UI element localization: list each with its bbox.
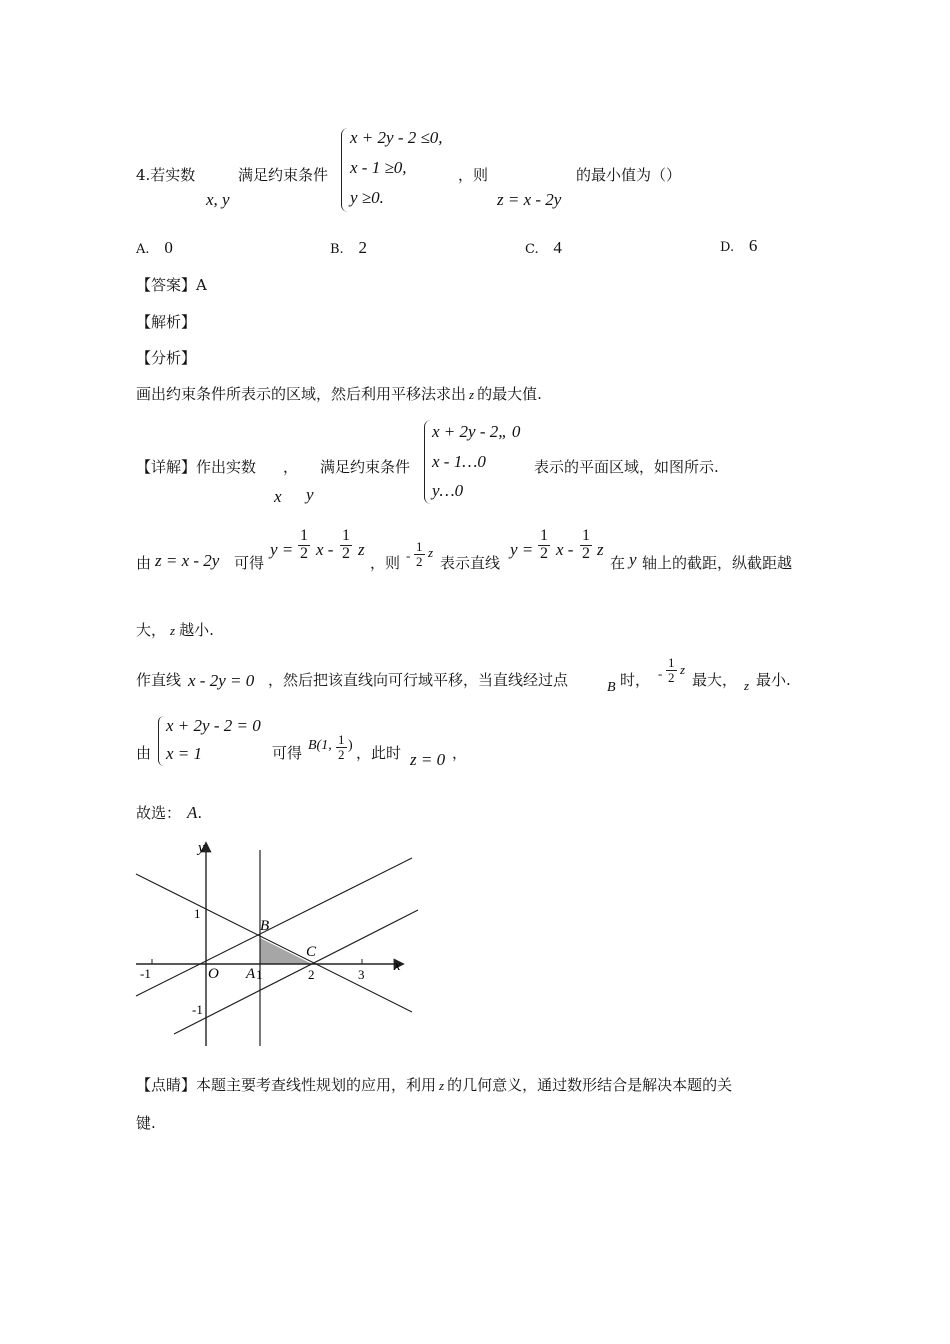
option-b-value: 2 [358,238,367,257]
frac-num: 1 [582,527,590,544]
axis-label-x: x [394,958,401,974]
constraint-brace [341,128,348,212]
line4-sys-2: x = 1 [166,744,203,763]
option-b[interactable] [330,238,367,258]
label-point-a: A [246,966,256,982]
jiexi-label: 【解析】 [136,313,197,331]
tick-label-x-2: 2 [308,967,315,982]
line4-end: ， [452,744,468,762]
dianjing-line1 [136,1074,732,1095]
detail-cond: 满足约束条件 [320,458,411,476]
fenxi-z: z [469,387,475,402]
question-ask: 的最小值为（） [576,166,682,184]
detail-constraint-2: x - 1…0 [432,452,486,471]
dianjing-line2: 键. [136,1114,156,1132]
question-condition-label: 满足约束条件 [238,166,329,184]
line3-b: ，然后把该直线向可行域平移，当直线经过点 [268,671,569,689]
line4-brace [158,716,164,766]
line4-you: 由 [136,744,152,762]
line1-frac-5 [580,528,592,563]
line1-y-eq2: y = [510,540,534,559]
frac-den: 2 [342,544,350,562]
line2 [136,619,214,640]
frac-den: 2 [416,553,423,569]
line3-minus: - [658,666,663,681]
label-point-b: B [260,918,270,934]
option-d[interactable] [720,236,757,256]
line4-pointB-pre: B(1, [308,738,332,753]
line3-a: 作直线 [136,671,182,689]
tick-label-x-neg1: -1 [140,966,151,981]
option-a[interactable] [136,238,173,258]
question-objective: z = x - 2y [497,190,562,209]
option-c-value: 4 [553,238,562,257]
label-point-c: C [306,944,317,960]
axis-label-y: y [198,840,205,856]
tick-label-y-1: 1 [194,906,201,921]
option-a-letter: A. [136,242,150,257]
frac-den: 2 [668,669,675,685]
tick-label-x-3: 3 [358,967,365,982]
frac-den: 2 [300,544,308,562]
detail-constraint-1: x + 2y - 2„ 0 [432,422,521,441]
fenxi-text-a: 画出约束条件所表示的区域，然后利用平移法求出 [136,385,467,403]
line1-minus: - [406,548,411,563]
frac-num: 1 [416,539,423,554]
fenxi-text-b: 的最大值. [477,385,542,403]
line1-eq: z = x - 2y [155,551,220,570]
frac-num: 1 [300,527,308,544]
option-b-letter: B. [330,242,344,257]
answer-label: 【答案】A [136,276,207,294]
line-objective-zero [136,858,412,996]
frac-num: 1 [338,732,345,747]
line4-zeq: z = 0 [410,750,446,769]
fenxi-label: 【分析】 [136,349,197,367]
option-a-value: 0 [164,238,173,257]
tick-label-x-1: 1 [256,967,263,982]
line3-B: B [607,680,616,695]
frac-den: 2 [540,544,548,562]
line1-x-minus: x - [316,540,334,559]
line1-frac-4 [538,528,550,563]
line1-biaoshi: 表示直线 [440,554,501,572]
dianjing-b: 的几何意义，通过数形结合是解决本题的关 [447,1076,733,1094]
line1-frac-1 [298,528,310,563]
constraint-2: x - 1 ≥0, [350,158,407,177]
line1-zai: 在 [610,554,626,572]
dianjing-z: z [439,1078,445,1093]
frac-den: 2 [582,544,590,562]
option-c-letter: C. [525,242,539,257]
line4-cishi: ，此时 [356,744,402,762]
detail-constraint-3: y…0 [432,481,464,500]
line3-e: 最小. [756,671,791,689]
line2-a: 大， [136,621,167,639]
frac-den: 2 [338,746,345,762]
dianjing-a: 【点睛】本题主要考查线性规划的应用，利用 [136,1076,437,1094]
fenxi-text [136,383,542,404]
option-d-letter: D. [720,240,735,255]
detail-tail: 表示的平面区域，如图所示. [534,458,719,476]
detail-x: x [274,487,282,506]
feasible-region [260,938,312,964]
line3-z2: z [744,678,750,693]
tick-label-y-neg1: -1 [192,1002,203,1017]
constraint-1: x + 2y - 2 ≤0, [350,128,443,147]
line3-z: z [680,662,686,677]
line4-frac [336,733,347,761]
question-then: ，则 [458,166,489,184]
question-prefix: 4.若实数 [136,166,196,184]
guxuan-a: 故选： [136,804,182,822]
line1-frac-2 [340,528,352,563]
label-origin: O [208,966,219,982]
line3-frac [666,656,677,684]
line1-ze: ，则 [370,554,401,572]
line1-z2: z [428,545,434,560]
line1-y-eq: y = [270,540,294,559]
line1-z3: z [597,540,604,559]
line4-kede: 可得 [272,744,303,762]
option-d-value: 6 [748,236,758,255]
detail-label: 【详解】作出实数 [136,458,257,476]
line2-b: 越小. [179,621,214,639]
line3-c: 时， [620,671,651,689]
line1-z: z [358,540,365,559]
line2-z: z [170,623,176,638]
frac-num: 1 [342,527,350,544]
option-c[interactable] [525,238,562,258]
line3-d: 最大， [692,671,738,689]
detail-comma: ， [283,458,299,476]
line1-frac-3 [414,540,425,568]
constraint-3: y ≥0. [350,188,384,207]
guxuan-A: A [187,803,198,822]
line1-tail: 轴上的截距，纵截距越 [642,554,793,572]
line1-kede: 可得 [234,554,265,572]
guxuan [136,802,202,823]
detail-brace [424,420,431,504]
line1-x-minus2: x - [556,540,574,559]
feasible-region-graph [130,838,430,1048]
question-vars: x, y [206,190,230,209]
detail-y: y [306,485,314,504]
line4-pointB-post: ) [348,738,353,753]
line4-sys-1: x + 2y - 2 = 0 [166,716,261,735]
line1-yaxis: y [629,550,637,569]
line-constraint [136,874,412,1012]
guxuan-dot: . [197,804,203,822]
frac-num: 1 [668,655,675,670]
line3-eq: x - 2y = 0 [188,671,255,690]
frac-num: 1 [540,527,548,544]
line1-you: 由 [136,554,152,572]
